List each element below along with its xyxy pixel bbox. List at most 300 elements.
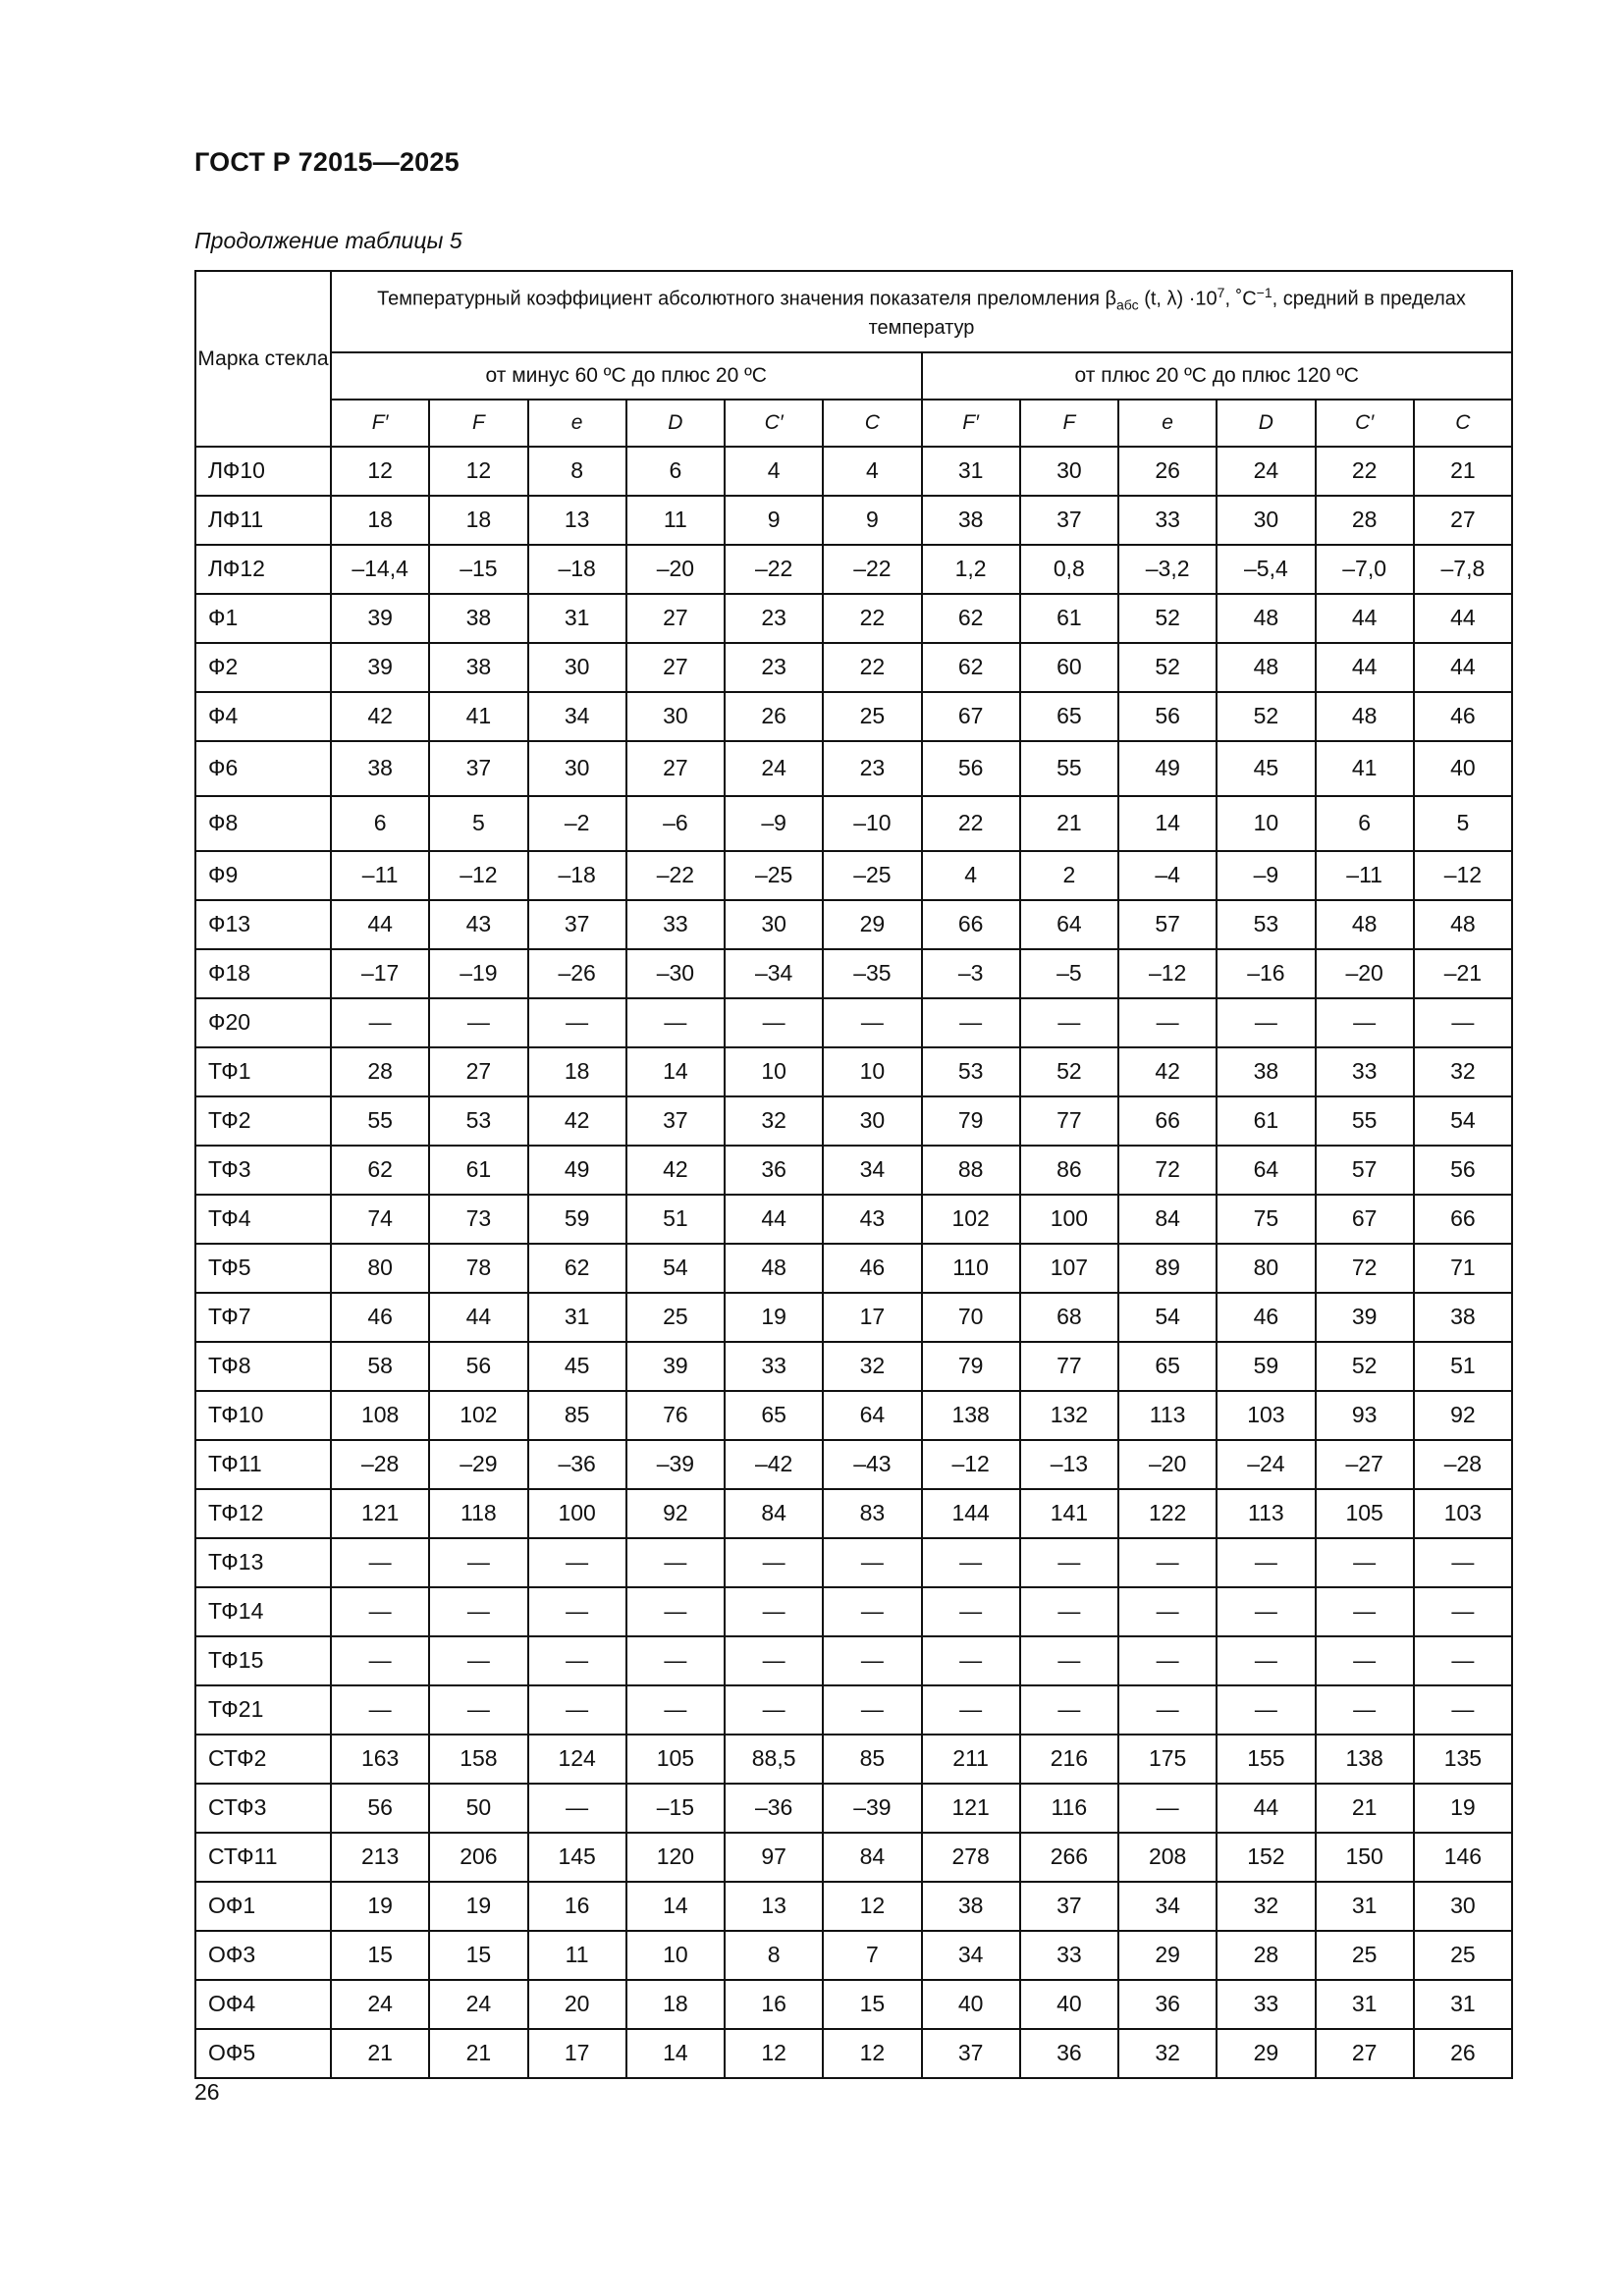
value-cell: 102 [922, 1195, 1020, 1244]
value-cell: –18 [528, 545, 626, 594]
value-cell: 56 [429, 1342, 527, 1391]
glass-brand-cell: СТФ2 [195, 1735, 331, 1784]
main-column-header: Температурный коэффициент абсолютного значения показателя преломления $\beta_{абс}$ (t, $\lambda) \cdot 10^7$, $˚С^{-1}$, средний в пределах температур [331, 271, 1512, 352]
value-cell: 32 [1217, 1882, 1315, 1931]
table-row [195, 1096, 1512, 1146]
value-cell: 158 [429, 1735, 527, 1784]
value-cell: 27 [1316, 2029, 1414, 2078]
value-cell: 42 [1118, 1047, 1217, 1096]
value-cell: 22 [823, 643, 921, 692]
value-cell: — [429, 1587, 527, 1636]
spectral-line-header: D [626, 400, 725, 447]
value-cell: –20 [1118, 1440, 1217, 1489]
value-cell: — [1118, 998, 1217, 1047]
value-cell: 30 [823, 1096, 921, 1146]
value-cell: 66 [1118, 1096, 1217, 1146]
value-cell: 4 [922, 851, 1020, 900]
value-cell: 53 [1217, 900, 1315, 949]
value-cell: 266 [1020, 1833, 1118, 1882]
value-cell: 30 [528, 643, 626, 692]
value-cell: 100 [1020, 1195, 1118, 1244]
value-cell: –43 [823, 1440, 921, 1489]
value-cell: 30 [626, 692, 725, 741]
value-cell: 21 [429, 2029, 527, 2078]
value-cell: 26 [725, 692, 823, 741]
value-cell: 48 [1217, 643, 1315, 692]
value-cell: 37 [626, 1096, 725, 1146]
spectral-line-header: C′ [1316, 400, 1414, 447]
spectral-line-header: F′ [922, 400, 1020, 447]
value-cell: 135 [1414, 1735, 1512, 1784]
value-cell: –22 [823, 545, 921, 594]
value-cell: 75 [1217, 1195, 1315, 1244]
value-cell: 48 [1414, 900, 1512, 949]
value-cell: 24 [331, 1980, 429, 2029]
value-cell: 45 [528, 1342, 626, 1391]
value-cell: –4 [1118, 851, 1217, 900]
value-cell: 4 [823, 447, 921, 496]
value-cell: 155 [1217, 1735, 1315, 1784]
value-cell: 120 [626, 1833, 725, 1882]
value-cell: –36 [725, 1784, 823, 1833]
value-cell: 79 [922, 1096, 1020, 1146]
value-cell: 41 [429, 692, 527, 741]
value-cell: 21 [1020, 796, 1118, 851]
table-row [195, 1244, 1512, 1293]
value-cell: 33 [725, 1342, 823, 1391]
table-row [195, 1833, 1512, 1882]
value-cell: –13 [1020, 1440, 1118, 1489]
value-cell: 55 [331, 1096, 429, 1146]
table-row [195, 1146, 1512, 1195]
value-cell: 17 [528, 2029, 626, 2078]
value-cell: 24 [725, 741, 823, 796]
table-row [195, 692, 1512, 741]
value-cell: 52 [1118, 643, 1217, 692]
value-cell: 61 [1217, 1096, 1315, 1146]
value-cell: 6 [1316, 796, 1414, 851]
value-cell: — [626, 998, 725, 1047]
value-cell: 10 [1217, 796, 1315, 851]
value-cell: 38 [922, 496, 1020, 545]
value-cell: 19 [429, 1882, 527, 1931]
glass-brand-cell: Ф6 [195, 741, 331, 796]
value-cell: 103 [1414, 1489, 1512, 1538]
value-cell: — [1217, 1636, 1315, 1685]
value-cell: 14 [626, 2029, 725, 2078]
value-cell: –2 [528, 796, 626, 851]
value-cell: 37 [1020, 1882, 1118, 1931]
glass-brand-cell: ТФ12 [195, 1489, 331, 1538]
glass-brand-cell: ЛФ10 [195, 447, 331, 496]
value-cell: –5,4 [1217, 545, 1315, 594]
value-cell: — [528, 1538, 626, 1587]
table-continuation-caption: Продолжение таблицы 5 [194, 228, 462, 253]
value-cell: 61 [1020, 594, 1118, 643]
value-cell: — [823, 1685, 921, 1735]
value-cell: 132 [1020, 1391, 1118, 1440]
value-cell: –12 [429, 851, 527, 900]
value-cell: 1,2 [922, 545, 1020, 594]
value-cell: –29 [429, 1440, 527, 1489]
value-cell: 73 [429, 1195, 527, 1244]
value-cell: 34 [922, 1931, 1020, 1980]
value-cell: 32 [1414, 1047, 1512, 1096]
value-cell: 21 [1414, 447, 1512, 496]
value-cell: 44 [429, 1293, 527, 1342]
value-cell: 57 [1118, 900, 1217, 949]
table-row [195, 1195, 1512, 1244]
value-cell: –9 [1217, 851, 1315, 900]
value-cell: 72 [1118, 1146, 1217, 1195]
value-cell: 30 [1414, 1882, 1512, 1931]
value-cell: 13 [528, 496, 626, 545]
value-cell: 48 [1316, 900, 1414, 949]
value-cell: 30 [1020, 447, 1118, 496]
value-cell: –15 [626, 1784, 725, 1833]
value-cell: 37 [922, 2029, 1020, 2078]
value-cell: 29 [1118, 1931, 1217, 1980]
value-cell: –39 [823, 1784, 921, 1833]
value-cell: –11 [1316, 851, 1414, 900]
value-cell: 27 [626, 741, 725, 796]
value-cell: 33 [1217, 1980, 1315, 2029]
value-cell: — [528, 1685, 626, 1735]
table-row [195, 1489, 1512, 1538]
value-cell: 18 [528, 1047, 626, 1096]
spectral-line-header: F′ [331, 400, 429, 447]
value-cell: 28 [331, 1047, 429, 1096]
value-cell: 46 [331, 1293, 429, 1342]
value-cell: 80 [331, 1244, 429, 1293]
value-cell: 38 [1217, 1047, 1315, 1096]
value-cell: 107 [1020, 1244, 1118, 1293]
value-cell: 36 [1020, 2029, 1118, 2078]
value-cell: 26 [1414, 2029, 1512, 2078]
glass-brand-cell: СТФ3 [195, 1784, 331, 1833]
value-cell: 36 [725, 1146, 823, 1195]
value-cell: 5 [429, 796, 527, 851]
value-cell: 8 [725, 1931, 823, 1980]
value-cell: –12 [1118, 949, 1217, 998]
value-cell: –9 [725, 796, 823, 851]
value-cell: 93 [1316, 1391, 1414, 1440]
value-cell: 25 [1316, 1931, 1414, 1980]
value-cell: 12 [823, 1882, 921, 1931]
table-row [195, 643, 1512, 692]
glass-brand-cell: ЛФ12 [195, 545, 331, 594]
value-cell: 152 [1217, 1833, 1315, 1882]
value-cell: 44 [1414, 594, 1512, 643]
glass-brand-cell: ТФ5 [195, 1244, 331, 1293]
value-cell: 118 [429, 1489, 527, 1538]
value-cell: 70 [922, 1293, 1020, 1342]
value-cell: –34 [725, 949, 823, 998]
table-row [195, 1293, 1512, 1342]
value-cell: 89 [1118, 1244, 1217, 1293]
value-cell: 34 [823, 1146, 921, 1195]
value-cell: — [626, 1538, 725, 1587]
value-cell: — [1020, 1538, 1118, 1587]
value-cell: — [1316, 998, 1414, 1047]
table-row [195, 1391, 1512, 1440]
value-cell: 68 [1020, 1293, 1118, 1342]
glass-brand-cell: ТФ11 [195, 1440, 331, 1489]
glass-brand-cell: Ф18 [195, 949, 331, 998]
table-row [195, 1685, 1512, 1735]
value-cell: –39 [626, 1440, 725, 1489]
value-cell: — [1020, 1685, 1118, 1735]
value-cell: 21 [331, 2029, 429, 2078]
value-cell: 12 [823, 2029, 921, 2078]
value-cell: — [429, 998, 527, 1047]
table-row [195, 2029, 1512, 2078]
value-cell: 52 [1118, 594, 1217, 643]
value-cell: 9 [725, 496, 823, 545]
spectral-line-header: C [823, 400, 921, 447]
value-cell: 37 [429, 741, 527, 796]
value-cell: 27 [626, 643, 725, 692]
table-row [195, 741, 1512, 796]
value-cell: 150 [1316, 1833, 1414, 1882]
value-cell: –24 [1217, 1440, 1315, 1489]
value-cell: 86 [1020, 1146, 1118, 1195]
value-cell: 40 [1020, 1980, 1118, 2029]
table-row [195, 1636, 1512, 1685]
table-row [195, 1784, 1512, 1833]
value-cell: 6 [331, 796, 429, 851]
glass-brand-cell: ТФ8 [195, 1342, 331, 1391]
value-cell: — [1414, 1587, 1512, 1636]
spectral-line-header: e [528, 400, 626, 447]
value-cell: 57 [1316, 1146, 1414, 1195]
value-cell: 20 [528, 1980, 626, 2029]
value-cell: 84 [725, 1489, 823, 1538]
value-cell: 4 [725, 447, 823, 496]
value-cell: — [331, 998, 429, 1047]
value-cell: 56 [922, 741, 1020, 796]
value-cell: — [823, 998, 921, 1047]
value-cell: 15 [429, 1931, 527, 1980]
value-cell: 62 [922, 643, 1020, 692]
value-cell: 53 [429, 1096, 527, 1146]
value-cell: — [922, 1587, 1020, 1636]
value-cell: 54 [1118, 1293, 1217, 1342]
value-cell: –14,4 [331, 545, 429, 594]
value-cell: 49 [1118, 741, 1217, 796]
glass-brand-cell: ОФ3 [195, 1931, 331, 1980]
value-cell: 52 [1020, 1047, 1118, 1096]
spectral-line-header: e [1118, 400, 1217, 447]
value-cell: 31 [922, 447, 1020, 496]
value-cell: –15 [429, 545, 527, 594]
value-cell: 54 [1414, 1096, 1512, 1146]
value-cell: 72 [1316, 1244, 1414, 1293]
value-cell: –35 [823, 949, 921, 998]
value-cell: — [429, 1636, 527, 1685]
value-cell: 67 [1316, 1195, 1414, 1244]
value-cell: — [528, 998, 626, 1047]
value-cell: 16 [725, 1980, 823, 2029]
value-cell: 12 [429, 447, 527, 496]
value-cell: 2 [1020, 851, 1118, 900]
value-cell: –20 [626, 545, 725, 594]
value-cell: 32 [1118, 2029, 1217, 2078]
value-cell: 108 [331, 1391, 429, 1440]
value-cell: 10 [823, 1047, 921, 1096]
value-cell: 44 [725, 1195, 823, 1244]
value-cell: 61 [429, 1146, 527, 1195]
glass-brand-cell: СТФ11 [195, 1833, 331, 1882]
table-row [195, 496, 1512, 545]
value-cell: 22 [823, 594, 921, 643]
value-cell: 33 [1118, 496, 1217, 545]
value-cell: 29 [1217, 2029, 1315, 2078]
table-row [195, 1735, 1512, 1784]
value-cell: 27 [626, 594, 725, 643]
value-cell: 97 [725, 1833, 823, 1882]
value-cell: 88 [922, 1146, 1020, 1195]
value-cell: –10 [823, 796, 921, 851]
spectral-line-header: C [1414, 400, 1512, 447]
value-cell: 22 [922, 796, 1020, 851]
spectral-line-header: D [1217, 400, 1315, 447]
value-cell: 278 [922, 1833, 1020, 1882]
value-cell: 18 [626, 1980, 725, 2029]
value-cell: 62 [528, 1244, 626, 1293]
value-cell: 113 [1217, 1489, 1315, 1538]
value-cell: 14 [626, 1047, 725, 1096]
spectral-line-header: F [1020, 400, 1118, 447]
table-row [195, 998, 1512, 1047]
value-cell: 55 [1020, 741, 1118, 796]
value-cell: 25 [1414, 1931, 1512, 1980]
value-cell: –27 [1316, 1440, 1414, 1489]
value-cell: 113 [1118, 1391, 1217, 1440]
glass-brand-cell: ОФ5 [195, 2029, 331, 2078]
value-cell: 62 [331, 1146, 429, 1195]
value-cell: 66 [1414, 1195, 1512, 1244]
value-cell: –12 [922, 1440, 1020, 1489]
value-cell: 100 [528, 1489, 626, 1538]
value-cell: 32 [823, 1342, 921, 1391]
value-cell: 92 [1414, 1391, 1512, 1440]
value-cell: 52 [1316, 1342, 1414, 1391]
value-cell: 43 [429, 900, 527, 949]
value-cell: — [725, 1685, 823, 1735]
glass-brand-cell: ТФ4 [195, 1195, 331, 1244]
value-cell: 33 [1316, 1047, 1414, 1096]
value-cell: 64 [1020, 900, 1118, 949]
value-cell: 122 [1118, 1489, 1217, 1538]
value-cell: 19 [725, 1293, 823, 1342]
value-cell: 85 [528, 1391, 626, 1440]
value-cell: 10 [626, 1931, 725, 1980]
glass-brand-cell: ТФ13 [195, 1538, 331, 1587]
value-cell: — [331, 1685, 429, 1735]
value-cell: — [626, 1636, 725, 1685]
glass-brand-cell: Ф1 [195, 594, 331, 643]
glass-brand-cell: ТФ7 [195, 1293, 331, 1342]
value-cell: 141 [1020, 1489, 1118, 1538]
value-cell: 59 [528, 1195, 626, 1244]
value-cell: 48 [725, 1244, 823, 1293]
value-cell: — [1118, 1587, 1217, 1636]
value-cell: 110 [922, 1244, 1020, 1293]
value-cell: 77 [1020, 1096, 1118, 1146]
value-cell: — [1414, 998, 1512, 1047]
value-cell: 30 [725, 900, 823, 949]
value-cell: 105 [1316, 1489, 1414, 1538]
value-cell: 33 [626, 900, 725, 949]
value-cell: 45 [1217, 741, 1315, 796]
value-cell: 5 [1414, 796, 1512, 851]
value-cell: 24 [1217, 447, 1315, 496]
value-cell: 36 [1118, 1980, 1217, 2029]
value-cell: — [1316, 1636, 1414, 1685]
range-header-low: от минус 60 ºС до плюс 20 ºС [331, 352, 922, 400]
value-cell: 21 [1316, 1784, 1414, 1833]
value-cell: 31 [1316, 1882, 1414, 1931]
glass-brand-cell: Ф2 [195, 643, 331, 692]
value-cell: 30 [528, 741, 626, 796]
table-row [195, 1882, 1512, 1931]
value-cell: 38 [1414, 1293, 1512, 1342]
value-cell: 56 [331, 1784, 429, 1833]
table-row [195, 949, 1512, 998]
value-cell: 44 [331, 900, 429, 949]
table-row [195, 1980, 1512, 2029]
value-cell: 83 [823, 1489, 921, 1538]
value-cell: — [725, 1587, 823, 1636]
table-row [195, 851, 1512, 900]
value-cell: 138 [922, 1391, 1020, 1440]
value-cell: 22 [1316, 447, 1414, 496]
value-cell: 15 [331, 1931, 429, 1980]
value-cell: 14 [1118, 796, 1217, 851]
value-cell: — [922, 1685, 1020, 1735]
value-cell: 17 [823, 1293, 921, 1342]
spectral-line-header-row [195, 400, 1512, 447]
value-cell: — [725, 1538, 823, 1587]
value-cell: 48 [1217, 594, 1315, 643]
value-cell: 76 [626, 1391, 725, 1440]
value-cell: 12 [331, 447, 429, 496]
value-cell: — [725, 998, 823, 1047]
value-cell: — [1020, 1587, 1118, 1636]
spectral-line-header: F [429, 400, 527, 447]
value-cell: — [1414, 1636, 1512, 1685]
value-cell: 43 [823, 1195, 921, 1244]
glass-brand-cell: ТФ1 [195, 1047, 331, 1096]
value-cell: 31 [528, 594, 626, 643]
value-cell: 12 [725, 2029, 823, 2078]
value-cell: 54 [626, 1244, 725, 1293]
value-cell: 34 [1118, 1882, 1217, 1931]
value-cell: 138 [1316, 1735, 1414, 1784]
value-cell: 146 [1414, 1833, 1512, 1882]
spectral-line-header: C′ [725, 400, 823, 447]
value-cell: 0,8 [1020, 545, 1118, 594]
value-cell: 14 [626, 1882, 725, 1931]
value-cell: 208 [1118, 1833, 1217, 1882]
value-cell: 19 [1414, 1784, 1512, 1833]
value-cell: 144 [922, 1489, 1020, 1538]
value-cell: 42 [626, 1146, 725, 1195]
value-cell: 213 [331, 1833, 429, 1882]
value-cell: 38 [922, 1882, 1020, 1931]
value-cell: 44 [1316, 643, 1414, 692]
